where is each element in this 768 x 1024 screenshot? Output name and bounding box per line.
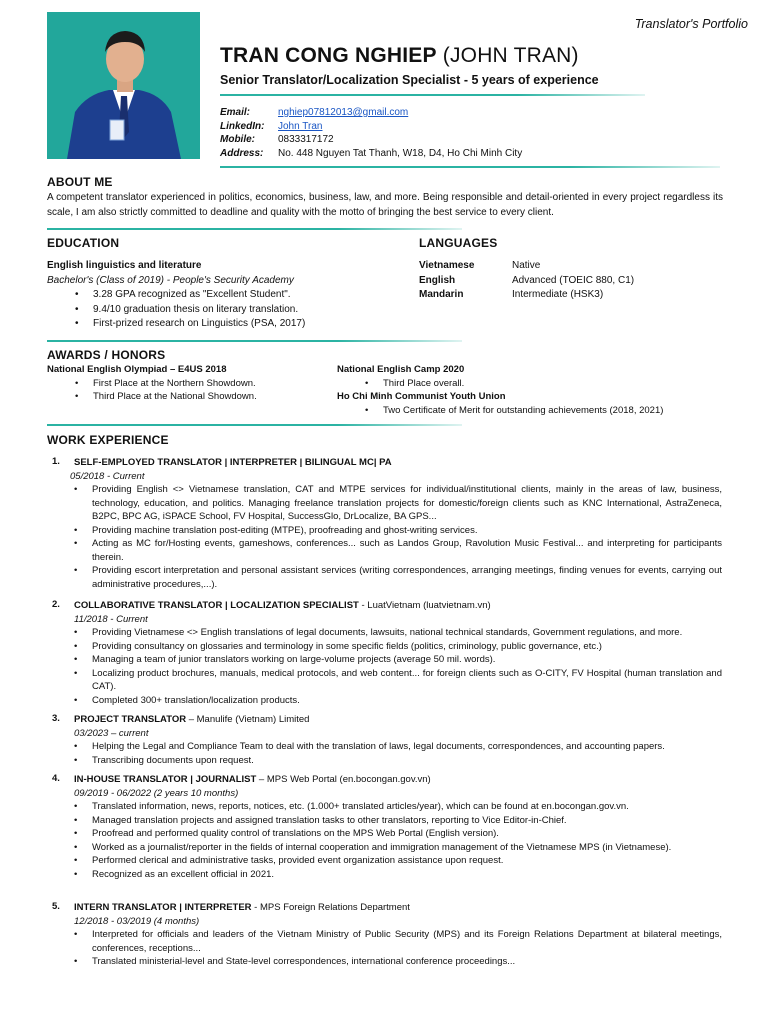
education-divider — [47, 340, 462, 342]
list-item: • Providing consultancy on glossaries and terminology in some specific fields (politics, criminology, public governance, etc.) — [92, 640, 722, 654]
language-level: Intermediate (HSK3) — [512, 289, 604, 300]
address-label: Address: — [220, 147, 264, 159]
job-entry — [74, 901, 722, 969]
job-number: 3. — [52, 713, 60, 724]
about-heading: ABOUT ME — [47, 175, 113, 189]
language-level: Native — [512, 260, 541, 271]
list-item: • First-prized research on Linguistics (PSA, 2017) — [93, 317, 407, 332]
list-item: • Two Certificate of Merit for outstanding achievements (2018, 2021) — [383, 404, 737, 418]
contact-mobile-row — [220, 133, 522, 147]
job-date: 03/2023 – current — [74, 727, 149, 739]
contact-address-row — [220, 147, 522, 161]
list-item: • Providing machine translation post-editing (MTPE), proofreading and ghost-writing services. — [92, 524, 722, 538]
job-date: 11/2018 - Current — [74, 613, 148, 625]
list-item: • Third Place overall. — [383, 377, 737, 391]
contact-block — [220, 106, 522, 160]
list-item: • Providing English <> Vietnamese translation, CAT and MTPE services for individual/institutional clients, mainly in the areas of law, business, technology, education, and politics. Managing freelance translation projects for domestic/foreign clients such as KNC International, AstraZeneca, B2PC, BPC AG, iSPACE School, FV Hospital, SuccessGlo, DrLocalize, BA GPS... — [92, 483, 722, 524]
job-title: INTERN TRANSLATOR | INTERPRETER — [74, 902, 252, 913]
linkedin-label: LinkedIn: — [220, 120, 265, 132]
name-alias: (JOHN TRAN) — [442, 44, 579, 67]
language-name: Vietnamese — [419, 260, 475, 271]
award-list — [383, 404, 737, 418]
job-date: 05/2018 - Current — [70, 470, 145, 482]
job-entry — [74, 773, 722, 881]
awards-right — [337, 363, 737, 417]
list-item: • Managing a team of junior translators working on large-volume projects (average 50 mil. words). — [92, 653, 722, 667]
list-item: • Managed translation projects and assigned translation tasks to other translators, reporting to Vice Editor-in-Chief. — [92, 814, 722, 828]
name-primary: TRAN CONG NGHIEP — [220, 44, 437, 67]
job-duties — [92, 740, 722, 767]
award-title: Ho Chi Minh Communist Youth Union — [337, 391, 506, 402]
linkedin-link[interactable]: John Tran — [278, 120, 323, 132]
about-text: A competent translator experienced in politics, economics, business, law, and more. Being responsible and detail-oriented in every project regardless its scale, I am also strictly committed to deadline and quality with the motto of bringing the best service to every client. — [47, 192, 723, 218]
job-subtitle: Senior Translator/Localization Specialist - 5 years of experience — [220, 73, 599, 87]
list-item: • Interpreted for officials and leaders of the Vietnam Ministry of Public Security (MPS) and its Foreign Relations Department at bilateral meetings, conferences, receptions... — [92, 928, 722, 955]
education-block — [47, 259, 407, 332]
list-item: • 9.4/10 graduation thesis on literary translation. — [93, 303, 407, 318]
list-item: • Providing escort interpretation and personal assistant services (writing correspondences, arranging meetings, finding venues for events, carrying out administrative procedures,...). — [92, 564, 722, 591]
mobile-value: 0833317172 — [278, 134, 334, 145]
header-divider — [220, 94, 645, 96]
list-item: • Translated information, news, reports, notices, etc. (1.000+ translated articles/year), which can be found at en.bocongan.gov.vn. — [92, 800, 722, 814]
email-label: Email: — [220, 107, 251, 118]
awards-left — [47, 363, 332, 404]
candidate-name — [220, 44, 579, 68]
job-duties — [92, 800, 722, 881]
contact-linkedin-row — [220, 120, 522, 134]
list-item: • Worked as a journalist/reporter in the fields of internal cooperation and immigration management of the Vietnamese MPS (in Vietnamese). — [92, 841, 722, 855]
list-item: • Helping the Legal and Compliance Team to deal with the translation of laws, legal documents, correspondences, and accounting papers. — [92, 740, 722, 754]
job-number: 1. — [52, 456, 60, 467]
list-item: • Localizing product brochures, manuals, medical protocols, and web content... for foreign clients such as O-CITY, FV Hospital (human translation and CAT). — [92, 667, 722, 694]
contact-email-row — [220, 106, 522, 120]
awards-heading: AWARDS / HONORS — [47, 348, 166, 362]
about-divider — [47, 228, 462, 230]
job-title: IN-HOUSE TRANSLATOR | JOURNALIST — [74, 774, 257, 785]
list-item: • Providing Vietnamese <> English translations of legal documents, lawsuits, national technical standards, Government regulations, and more. — [92, 626, 722, 640]
portfolio-label: Translator's Portfolio — [634, 17, 748, 31]
education-school: Bachelor's (Class of 2019) - People's Security Academy — [47, 274, 294, 286]
language-name: Mandarin — [419, 289, 464, 300]
language-name: English — [419, 274, 456, 286]
job-duties — [92, 928, 722, 969]
list-item: • Third Place at the National Showdown. — [93, 390, 332, 404]
job-date: 09/2019 - 06/2022 (2 years 10 months) — [74, 787, 239, 799]
job-entry — [74, 713, 722, 767]
job-org: – Manulife (Vietnam) Limited — [186, 714, 310, 725]
job-number: 4. — [52, 773, 60, 784]
award-list — [93, 377, 332, 404]
job-number: 2. — [52, 599, 60, 610]
language-row — [419, 274, 729, 289]
education-heading: EDUCATION — [47, 236, 120, 250]
languages-block — [419, 259, 729, 303]
job-title: COLLABORATIVE TRANSLATOR | LOCALIZATION SPECIALIST — [74, 600, 359, 611]
job-entry — [70, 456, 722, 591]
job-org: - MPS Foreign Relations Department — [251, 902, 410, 913]
job-number: 5. — [52, 901, 60, 912]
languages-heading: LANGUAGES — [419, 236, 498, 250]
list-item: • 3.28 GPA recognized as "Excellent Student". — [93, 288, 407, 303]
language-level: Advanced (TOEIC 880, C1) — [512, 274, 635, 286]
language-row — [419, 259, 729, 274]
job-title: PROJECT TRANSLATOR — [74, 714, 187, 725]
job-date: 12/2018 - 03/2019 (4 months) — [74, 915, 200, 927]
list-item: • Completed 300+ translation/localization products. — [92, 694, 722, 708]
list-item: • Proofread and performed quality control of translations on the MPS Web Portal (English version). — [92, 827, 722, 841]
language-row — [419, 288, 729, 303]
profile-photo — [47, 12, 200, 159]
list-item: • Performed clerical and administrative tasks, provided event organization assistance upon request. — [92, 854, 722, 868]
education-degree: English linguistics and literature — [47, 260, 202, 271]
award-title: National English Olympiad – E4US 2018 — [47, 364, 227, 375]
award-list — [383, 377, 737, 391]
list-item: • Transcribing documents upon request. — [92, 754, 722, 768]
list-item: • First Place at the Northern Showdown. — [93, 377, 332, 391]
award-title: National English Camp 2020 — [337, 364, 465, 375]
mobile-label: Mobile: — [220, 134, 255, 145]
job-duties — [92, 483, 722, 591]
list-item: • Recognized as an excellent official in 2021. — [92, 868, 722, 882]
address-value: No. 448 Nguyen Tat Thanh, W18, D4, Ho Chi Minh City — [278, 147, 523, 159]
job-org: – MPS Web Portal (en.bocongan.gov.vn) — [256, 774, 431, 785]
job-org: - LuatVietnam (luatvietnam.vn) — [358, 600, 491, 611]
job-title: SELF-EMPLOYED TRANSLATOR | INTERPRETER | BILINGUAL MC| PA — [74, 457, 392, 468]
list-item: • Translated ministerial-level and State-level correspondences, international conference proceedings... — [92, 955, 722, 969]
job-entry — [74, 599, 722, 707]
list-item: • Acting as MC for/Hosting events, gameshows, conferences... such as Landos Group, Ravolution Music Festival... and interpreting for participants therein. — [92, 537, 722, 564]
education-list — [93, 288, 407, 332]
email-link[interactable]: nghiep07812013@gmail.com — [278, 107, 409, 118]
awards-divider — [47, 424, 462, 426]
contact-divider — [220, 166, 720, 168]
job-duties — [92, 626, 722, 707]
person-photo-icon — [47, 12, 200, 159]
work-heading: WORK EXPERIENCE — [47, 433, 169, 447]
